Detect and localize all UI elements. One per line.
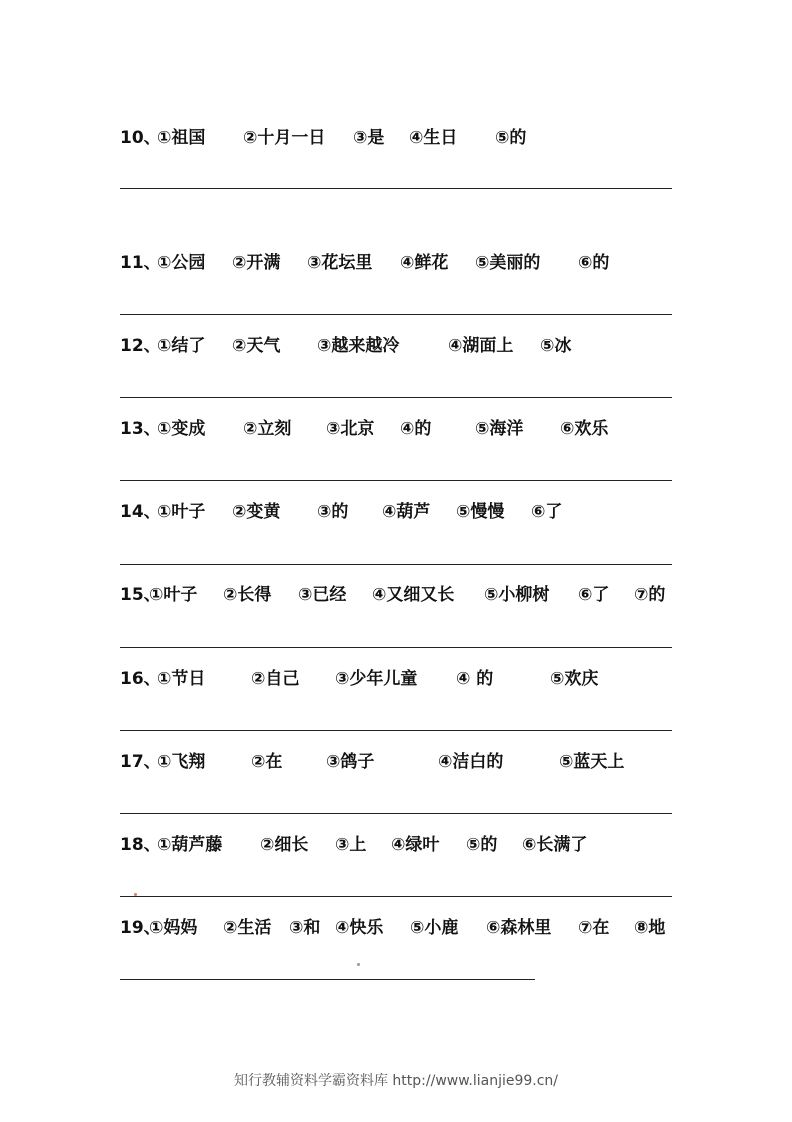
option: ①叶子	[157, 502, 206, 522]
answer-line	[120, 314, 672, 315]
question-number: 13、	[120, 419, 161, 439]
option: ④鲜花	[400, 253, 449, 273]
option: ⑥的	[578, 253, 610, 273]
option: ⑤小鹿	[410, 918, 459, 938]
option: ⑥森林里	[486, 918, 552, 938]
option: ④葫芦	[382, 502, 431, 522]
option: ④洁白的	[438, 752, 504, 772]
option: ②生活	[223, 918, 272, 938]
answer-line	[120, 647, 672, 648]
option: ②立刻	[243, 419, 292, 439]
answer-line	[120, 564, 672, 565]
option: ③和	[289, 918, 321, 938]
option: ⑤海洋	[475, 419, 524, 439]
option: ③鸽子	[326, 752, 375, 772]
option: ⑦的	[634, 585, 666, 605]
option: ①妈妈	[149, 918, 198, 938]
option: ③少年儿童	[335, 669, 418, 689]
answer-line	[120, 896, 672, 897]
option: ⑤美丽的	[475, 253, 541, 273]
option: ⑥长满了	[522, 835, 588, 855]
option: ⑥了	[531, 502, 563, 522]
option: ⑤的	[495, 128, 527, 148]
option: ①结了	[157, 336, 206, 356]
question-number: 12、	[120, 336, 161, 356]
answer-line	[120, 188, 672, 189]
answer-line	[120, 979, 535, 980]
option: ②细长	[260, 835, 309, 855]
option: ⑦在	[578, 918, 610, 938]
option: ⑧地	[634, 918, 666, 938]
question-number: 11、	[120, 253, 161, 273]
answer-line	[120, 730, 672, 731]
question-number: 10、	[120, 128, 161, 148]
option: ④又细又长	[372, 585, 455, 605]
option: ②天气	[232, 336, 281, 356]
option: ③已经	[298, 585, 347, 605]
question-number: 18、	[120, 835, 161, 855]
option: ②长得	[223, 585, 272, 605]
answer-line	[120, 397, 672, 398]
footer-watermark: 知行教辅资料学霸资料库 http://www.lianjie99.cn/	[233, 1073, 559, 1089]
option: ②自己	[251, 669, 300, 689]
answer-line	[120, 813, 672, 814]
option: ④湖面上	[448, 336, 514, 356]
option: ⑤慢慢	[456, 502, 505, 522]
option: ⑤欢庆	[550, 669, 599, 689]
question-number: 15、	[120, 585, 161, 605]
option: ①飞翔	[157, 752, 206, 772]
option: ⑤蓝天上	[559, 752, 625, 772]
option: ⑤的	[466, 835, 498, 855]
question-number: 19、	[120, 918, 161, 938]
option: ①变成	[157, 419, 206, 439]
scan-speck	[357, 963, 360, 966]
option: ③越来越冷	[317, 336, 400, 356]
option: ③北京	[326, 419, 375, 439]
option: ④生日	[409, 128, 458, 148]
option: ③花坛里	[307, 253, 373, 273]
option: ⑤小柳树	[484, 585, 550, 605]
option: ②十月一日	[243, 128, 326, 148]
option: ⑥欢乐	[560, 419, 609, 439]
option: ①叶子	[149, 585, 198, 605]
option: ③上	[335, 835, 367, 855]
option: ④绿叶	[391, 835, 440, 855]
option: ②开满	[232, 253, 281, 273]
answer-line	[120, 480, 672, 481]
option: ①祖国	[157, 128, 206, 148]
option: ④快乐	[335, 918, 384, 938]
option: ①公园	[157, 253, 206, 273]
option: ⑤冰	[540, 336, 572, 356]
question-number: 14、	[120, 502, 161, 522]
option: ④ 的	[456, 669, 494, 689]
option: ③的	[317, 502, 349, 522]
option: ⑥了	[578, 585, 610, 605]
scan-speck	[134, 893, 137, 896]
question-number: 16、	[120, 669, 161, 689]
option: ①葫芦藤	[157, 835, 223, 855]
option: ②变黄	[232, 502, 281, 522]
option: ②在	[251, 752, 283, 772]
option: ①节日	[157, 669, 206, 689]
question-number: 17、	[120, 752, 161, 772]
option: ③是	[353, 128, 385, 148]
option: ④的	[400, 419, 432, 439]
